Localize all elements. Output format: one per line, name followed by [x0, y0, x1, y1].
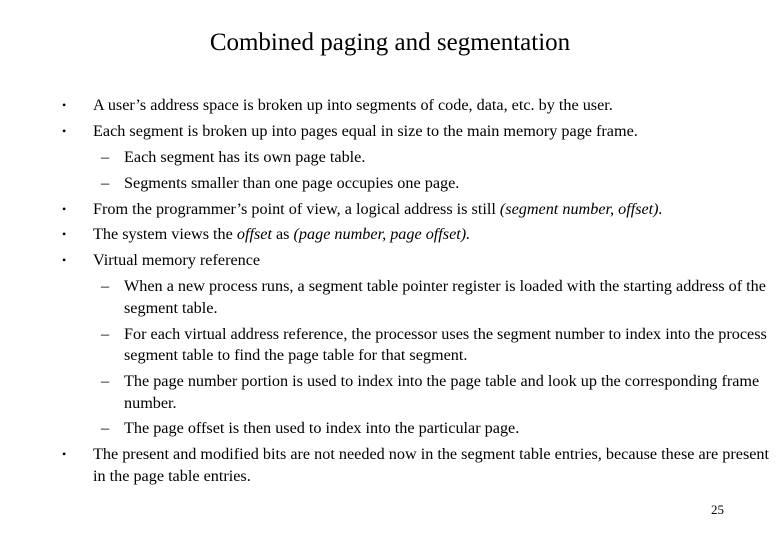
bullet-text: A user’s address space is broken up into segments of code, data, etc. by the user. — [93, 96, 613, 114]
bullet-text: The system views the — [93, 225, 237, 244]
bullet-item — [0, 95, 780, 117]
slide-body — [0, 95, 780, 492]
bullet-text: The present and modified bits are not needed now in the segment table entries, because these are present in the page table entries. — [93, 445, 770, 485]
bullet-item — [0, 224, 780, 246]
bullet-italic-text: (segment number, offset). — [499, 199, 663, 218]
sub-bullet-text: Segments smaller than one page occupies one page. — [124, 173, 460, 192]
sub-bullet-item — [0, 418, 780, 440]
dash-icon: – — [101, 173, 110, 192]
bullet-text: Each segment is broken up into pages equal in size to the main memory page frame. — [93, 121, 638, 140]
sub-bullet-text: For each virtual address reference, the processor uses the segment number to index into the process segment table to find the page table for that segment. — [124, 324, 767, 365]
bullet-icon: • — [62, 227, 67, 242]
bullet-item — [0, 199, 780, 221]
sub-bullet-item — [0, 173, 780, 195]
dash-icon: – — [101, 277, 110, 296]
bullet-item — [0, 121, 780, 143]
sub-bullet-item — [0, 324, 780, 367]
page-number: 25 — [711, 502, 724, 517]
bullet-text: Virtual memory reference — [93, 251, 261, 270]
slide-title: Combined paging and segmentation — [209, 29, 571, 56]
sub-bullet-text: The page offset is then used to index into the particular page. — [124, 419, 520, 438]
bullet-item — [0, 250, 780, 272]
bullet-icon: • — [62, 123, 67, 138]
bullet-text: as — [271, 225, 294, 244]
bullet-icon: • — [62, 447, 67, 462]
bullet-text: From the programmer’s point of view, a logical address is still — [93, 199, 500, 218]
sub-bullet-text: The page number portion is used to index into the page table and look up the corresponding frame number. — [124, 372, 760, 412]
dash-icon: – — [101, 419, 110, 438]
dash-icon: – — [101, 324, 110, 343]
bullet-icon: • — [62, 201, 67, 216]
dash-icon: – — [101, 372, 110, 391]
bullet-item — [0, 444, 780, 487]
sub-bullet-item — [0, 371, 780, 414]
sub-bullet-item — [0, 147, 780, 169]
bullet-icon: • — [62, 98, 67, 112]
sub-bullet-item — [0, 276, 780, 319]
bullet-italic-text: offset — [236, 225, 272, 244]
bullet-icon: • — [62, 253, 67, 268]
sub-bullet-text: Each segment has its own page table. — [124, 147, 366, 166]
dash-icon: – — [101, 147, 110, 166]
sub-bullet-text: When a new process runs, a segment table pointer register is loaded with the starting address of the segment table. — [124, 277, 766, 317]
bullet-italic-text: (page number, page offset). — [293, 225, 471, 244]
